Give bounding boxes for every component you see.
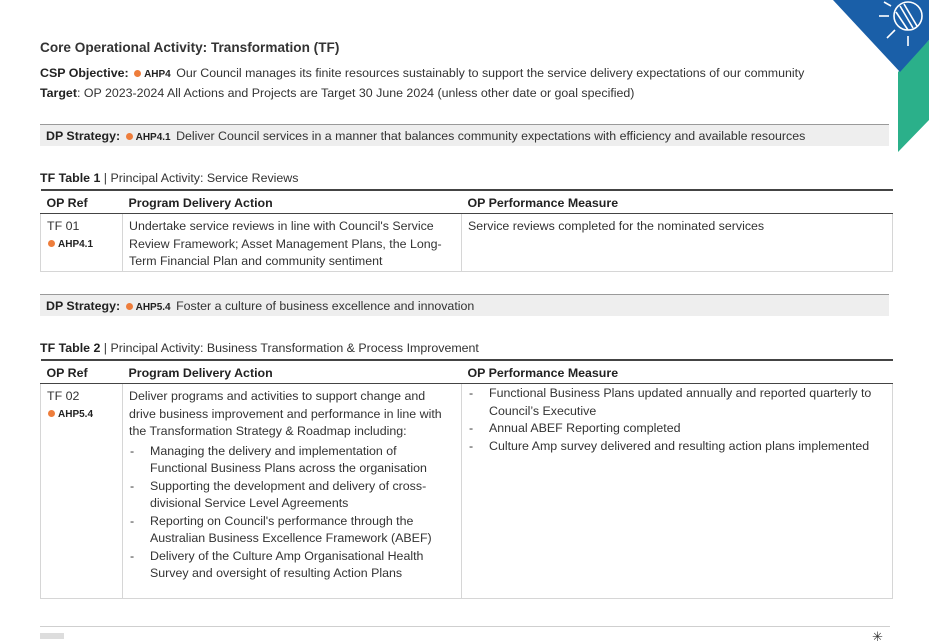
strategy2-label: DP Strategy: — [46, 299, 121, 313]
target-text: : OP 2023-2024 All Actions and Projects are Target 30 June 2024 (unless other date or goal specified) — [76, 86, 635, 100]
table-row — [41, 384, 893, 599]
footer-star-icon: ✳ — [872, 629, 883, 644]
table1-caption — [40, 171, 298, 185]
dp-strategy-2 — [40, 294, 889, 316]
table2-action-list — [129, 443, 455, 583]
table2-header-measure: OP Performance Measure — [462, 360, 893, 384]
table2-action-intro: Deliver programs and activities to support change and drive business improvement and performance in line with the Transformation Strategy & Roadmap including: — [129, 389, 442, 438]
table1-header-action: Program Delivery Action — [123, 190, 462, 214]
table2-ref: TF 02 — [47, 389, 80, 403]
dp-strategy-1 — [40, 124, 889, 146]
strategy1-text: Deliver Council services in a manner that balances community expectations with efficiency and available resources — [176, 129, 806, 143]
table2-caption-bold: TF Table 2 — [40, 341, 101, 355]
table1-caption-bold: TF Table 1 — [40, 171, 101, 185]
table2-ref-cell — [41, 384, 123, 599]
table2-header-ref: OP Ref — [41, 360, 123, 384]
table1-ref-cell — [41, 214, 123, 272]
table-row — [41, 214, 893, 272]
table1-caption-rest: | Principal Activity: Service Reviews — [100, 171, 299, 185]
table2-measure-list — [468, 385, 886, 455]
strategy2-text: Foster a culture of business excellence and innovation — [176, 299, 475, 313]
table2-dot-icon — [48, 410, 55, 417]
table1-ref-code: AHP4.1 — [58, 238, 94, 250]
table1-header-measure: OP Performance Measure — [462, 190, 893, 214]
page-title: Core Operational Activity: Transformation (TF) — [40, 40, 340, 55]
csp-objective — [40, 66, 804, 80]
list-item: - Delivery of the Culture Amp Organisational Health Survey and oversight of resulting Action Plans — [129, 548, 455, 583]
table1-ref: TF 01 — [47, 219, 80, 233]
target-line — [40, 86, 634, 100]
strategy2-dot-icon — [126, 303, 133, 310]
table1-action: Undertake service reviews in line with Council's Service Review Framework; Asset Management Plans, the Long- Term Financial Plan and community sentiment — [123, 214, 462, 272]
strategy2-code: AHP5.4 — [135, 302, 171, 313]
list-item: - Functional Business Plans updated annually and reported quarterly to Council’s Executive — [468, 385, 886, 420]
table1-measure: Service reviews completed for the nominated services — [462, 214, 893, 272]
csp-label: CSP Objective: — [40, 66, 129, 80]
strategy1-dot-icon — [126, 133, 133, 140]
strategy1-code: AHP4.1 — [135, 132, 171, 143]
tf-table-1 — [40, 189, 893, 272]
table2-ref-code: AHP5.4 — [58, 408, 94, 420]
list-item: - Managing the delivery and implementation of Functional Business Plans across the organisation — [129, 443, 455, 478]
footer-divider — [40, 626, 890, 627]
table2-caption-rest: | Principal Activity: Business Transformation & Process Improvement — [100, 341, 479, 355]
csp-text: Our Council manages its finite resources sustainably to support the service delivery expectations of our community — [176, 66, 805, 80]
table1-header-ref: OP Ref — [41, 190, 123, 214]
table1-dot-icon — [48, 240, 55, 247]
csp-dot-icon — [134, 70, 141, 77]
list-item: - Supporting the development and delivery of cross-divisional Service Level Agreements — [129, 478, 455, 513]
table2-caption — [40, 341, 479, 355]
table2-header-action: Program Delivery Action — [123, 360, 462, 384]
list-item: - Culture Amp survey delivered and resulting action plans implemented — [468, 438, 886, 456]
list-item: - Annual ABEF Reporting completed — [468, 420, 886, 438]
list-item: - Reporting on Council's performance through the Australian Business Excellence Framework (ABEF) — [129, 513, 455, 548]
table2-measure-cell — [462, 384, 893, 599]
footer-page-marker — [40, 633, 64, 639]
table2-action-cell — [123, 384, 462, 599]
target-label: Target — [40, 86, 77, 100]
tf-table-2 — [40, 359, 893, 599]
csp-code: AHP4 — [144, 69, 171, 80]
strategy1-label: DP Strategy: — [46, 129, 121, 143]
